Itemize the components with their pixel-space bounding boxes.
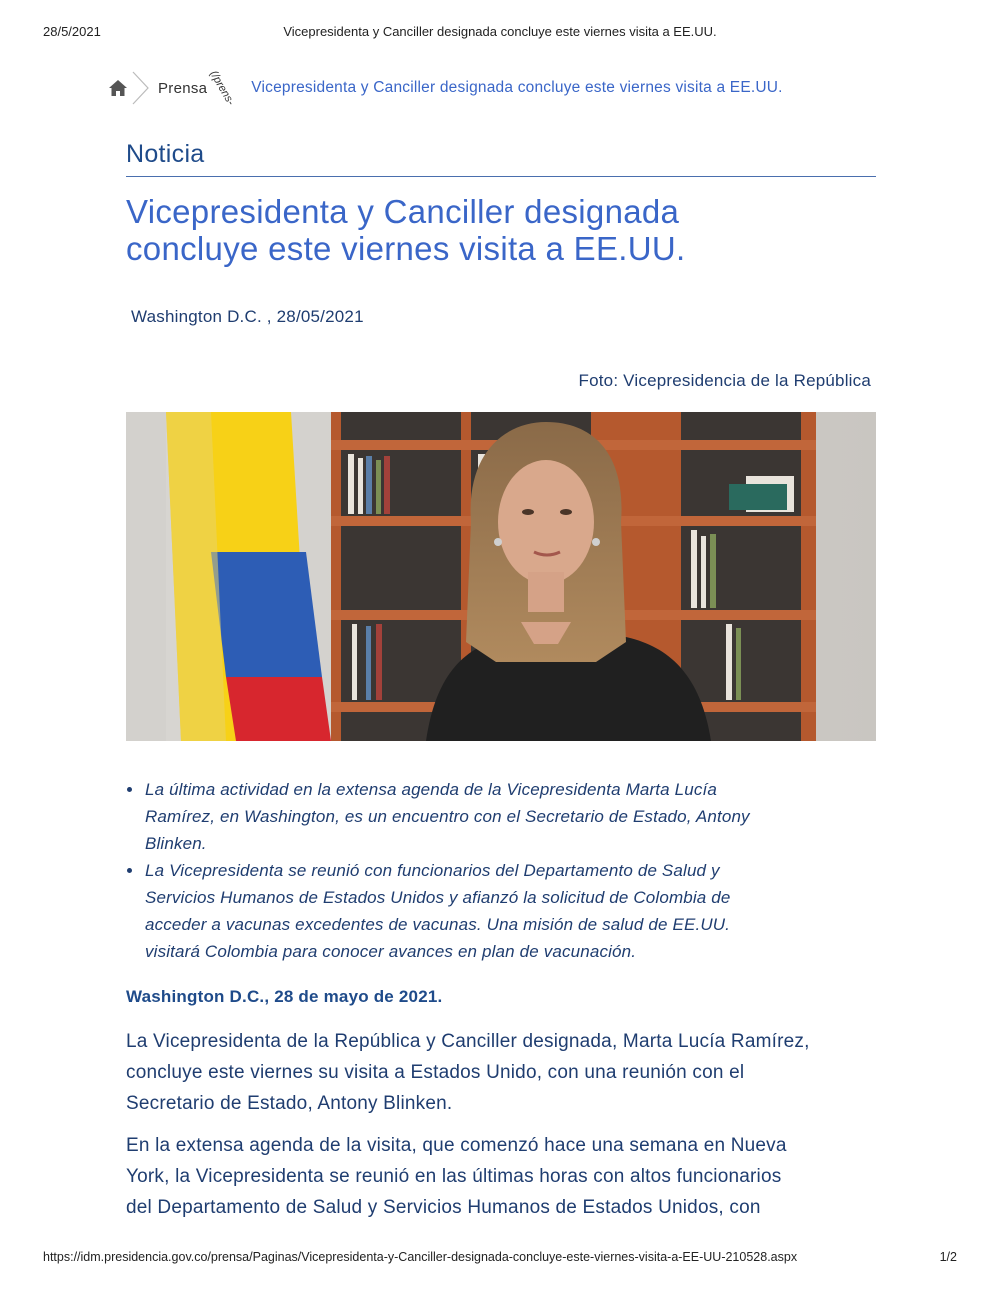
page-number: 1/2	[939, 1250, 957, 1264]
dateline: Washington D.C. , 28/05/2021	[131, 307, 364, 326]
headline-line-2: concluye este viernes visita a EE.UU.	[126, 230, 686, 267]
section-divider	[126, 176, 876, 177]
list-item: La última actividad en la extensa agenda de la Vicepresidenta Marta Lucía Ramírez, en Washington, es un encuentro con el Secretario de Estado, Antony Blinken.	[126, 776, 876, 857]
summary-bullets	[126, 776, 876, 965]
section-label: Noticia	[126, 140, 205, 168]
headline-line-1: Vicepresidenta y Canciller designada	[126, 193, 680, 230]
photo-credit: Foto: Vicepresidencia de la República	[578, 371, 871, 390]
breadcrumb-slug: (/prens-	[207, 68, 237, 108]
print-footer	[43, 1250, 957, 1268]
breadcrumb-current[interactable]: Vicepresidenta y Canciller designada concluye este viernes visita a EE.UU.	[251, 79, 783, 96]
lead-dateline: Washington D.C., 28 de mayo de 2021.	[126, 987, 443, 1006]
article-photo	[126, 412, 876, 741]
chevron-right-icon	[130, 70, 152, 106]
home-icon[interactable]	[108, 78, 128, 98]
paragraph: La Vicepresidenta de la República y Canciller designada, Marta Lucía Ramírez, concluye este viernes su visita a Estados Unido, con una reunión con el Secretario de Estado, Antony Blinken.	[126, 1031, 810, 1114]
list-item: La Vicepresidenta se reunió con funcionarios del Departamento de Salud y Servicios Humanos de Estados Unidos y afianzó la solicitud de Colombia de acceder a vacunas excedentes de vacunas. Una misión de salud de EE.UU. visitará Colombia para conocer avances en plan de vacunación.	[126, 857, 876, 965]
paragraph: En la extensa agenda de la visita, que comenzó hace una semana en Nueva York, la Vicepresidenta se reunió en las últimas horas con altos funcionarios del Departamento de Salud y Servicios Humanos de Estados Unidos, con	[126, 1135, 787, 1218]
print-title: Vicepresidenta y Canciller designada concluye este viernes visita a EE.UU.	[283, 24, 717, 39]
breadcrumb-item-prensa[interactable]: Prensa	[158, 79, 208, 97]
print-header	[43, 24, 957, 42]
print-date: 28/5/2021	[43, 24, 101, 39]
breadcrumb	[108, 70, 783, 106]
page-title	[126, 193, 886, 267]
print-url: https://idm.presidencia.gov.co/prensa/Paginas/Vicepresidenta-y-Canciller-designada-concluye-este-viernes-visita-a-EE-UU-210528.aspx	[43, 1250, 798, 1264]
